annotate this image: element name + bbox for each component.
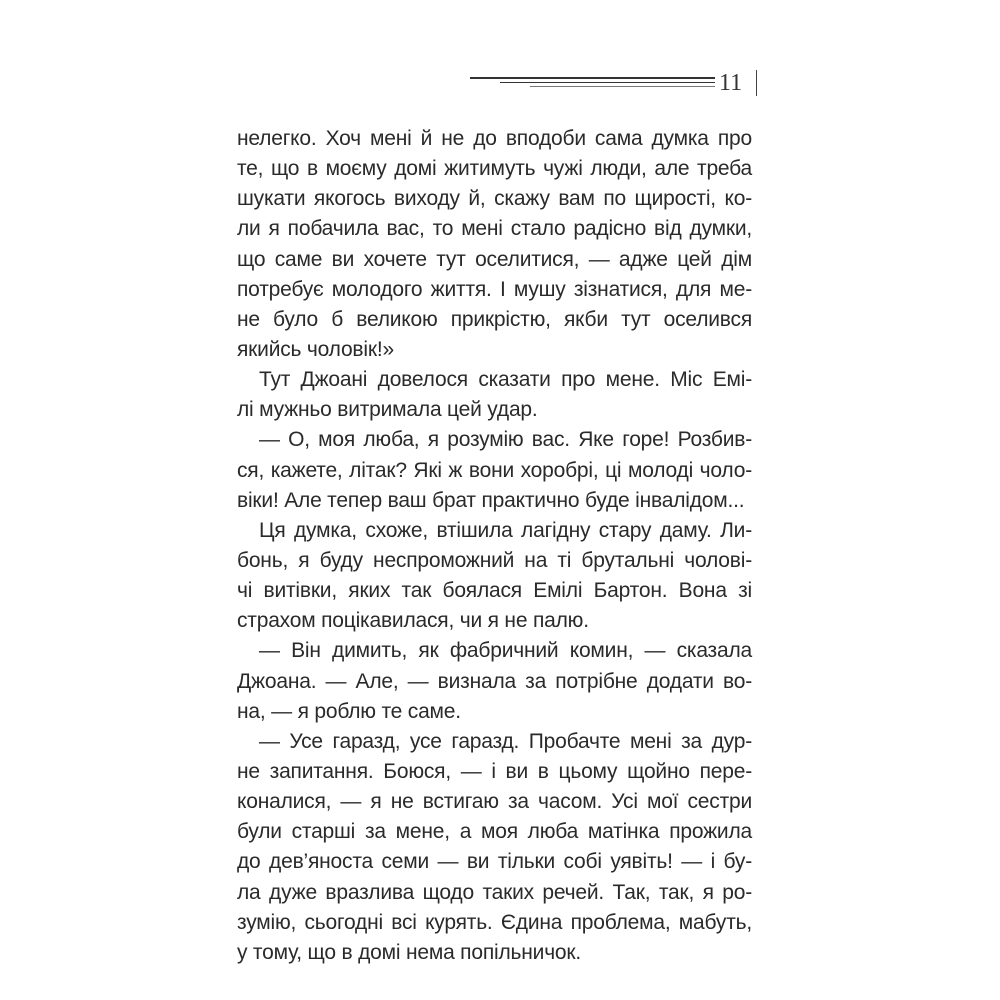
header-rule [470, 74, 715, 94]
text-line: у тому, що в домі нема попільничок. [237, 940, 582, 964]
text-line: чі витівки, яких так боялася Емілі Бартон. Вона зі [237, 579, 752, 603]
text-line: бонь, я буду неспроможний на ті брутальні чолові- [237, 548, 752, 572]
text-line: шукати якогось виходу й, скажу вам по щирості, ко- [237, 187, 752, 211]
text-line: ся, кажете, літак? Які ж вони хоробрі, ці молоді чоло- [237, 458, 752, 482]
text-line: Тут Джоані довелося сказати про мене. Міс Емі- [259, 368, 752, 392]
header-rule-line [500, 82, 715, 83]
text-line: ли я побачила вас, то мені стало радісно від думки, [237, 217, 752, 241]
text-line: що саме ви хочете тут оселитися, — адже цей дім [237, 247, 752, 271]
text-line: на, — я роблю те саме. [237, 699, 461, 723]
header-rule-line [530, 86, 715, 87]
text-line: нелегко. Хоч мені й не до вподоби сама думка про [237, 127, 752, 150]
text-line: Джоана. — Але, — визнала за потрібне додати во- [237, 669, 752, 693]
text-line: віки! Але тепер ваш брат практично буде інвалідом... [237, 488, 745, 512]
text-line: лі мужньо витримала цей удар. [237, 398, 538, 422]
text-line: — Він димить, як фабричний комин, — сказала [259, 639, 752, 663]
page-number: 11 [719, 70, 743, 96]
text-line: не було б великою прикрістю, якби тут оселився [237, 307, 752, 331]
header-rule-line [470, 77, 715, 79]
text-line: страхом поцікавилася, чи я не палю. [237, 609, 589, 633]
header-separator [756, 70, 757, 96]
text-line: якийсь чоловік!» [237, 337, 394, 361]
text-line: коналися, — я не встигаю за часом. Усі мої сестри [237, 790, 752, 814]
text-line: — О, моя люба, я розумію вас. Яке горе! Розбив- [259, 428, 752, 452]
text-line: те, що в моєму домі житимуть чужі люди, але треба [237, 157, 752, 181]
text-line: — Усе гаразд, усе гаразд. Пробачте мені за дур- [259, 729, 752, 753]
text-line: були старші за мене, а моя люба матінка прожила [237, 820, 752, 844]
text-line: ла дуже вразлива щодо таких речей. Так, так, я ро- [237, 880, 752, 904]
text-line: потребує молодого життя. І мушу зізнатися, для ме- [237, 277, 752, 301]
text-line: зумію, сьогодні всі курять. Єдина проблема, мабуть, [237, 910, 752, 934]
body-text [237, 124, 752, 968]
text-line: не запитання. Боюся, — і ви в цьому щойно пере- [237, 759, 752, 783]
text-line: Ця думка, схоже, втішила лагідну стару даму. Ли- [259, 518, 752, 542]
text-line: до дев’яноста семи — ви тільки собі уявіть! — і бу- [237, 850, 752, 874]
